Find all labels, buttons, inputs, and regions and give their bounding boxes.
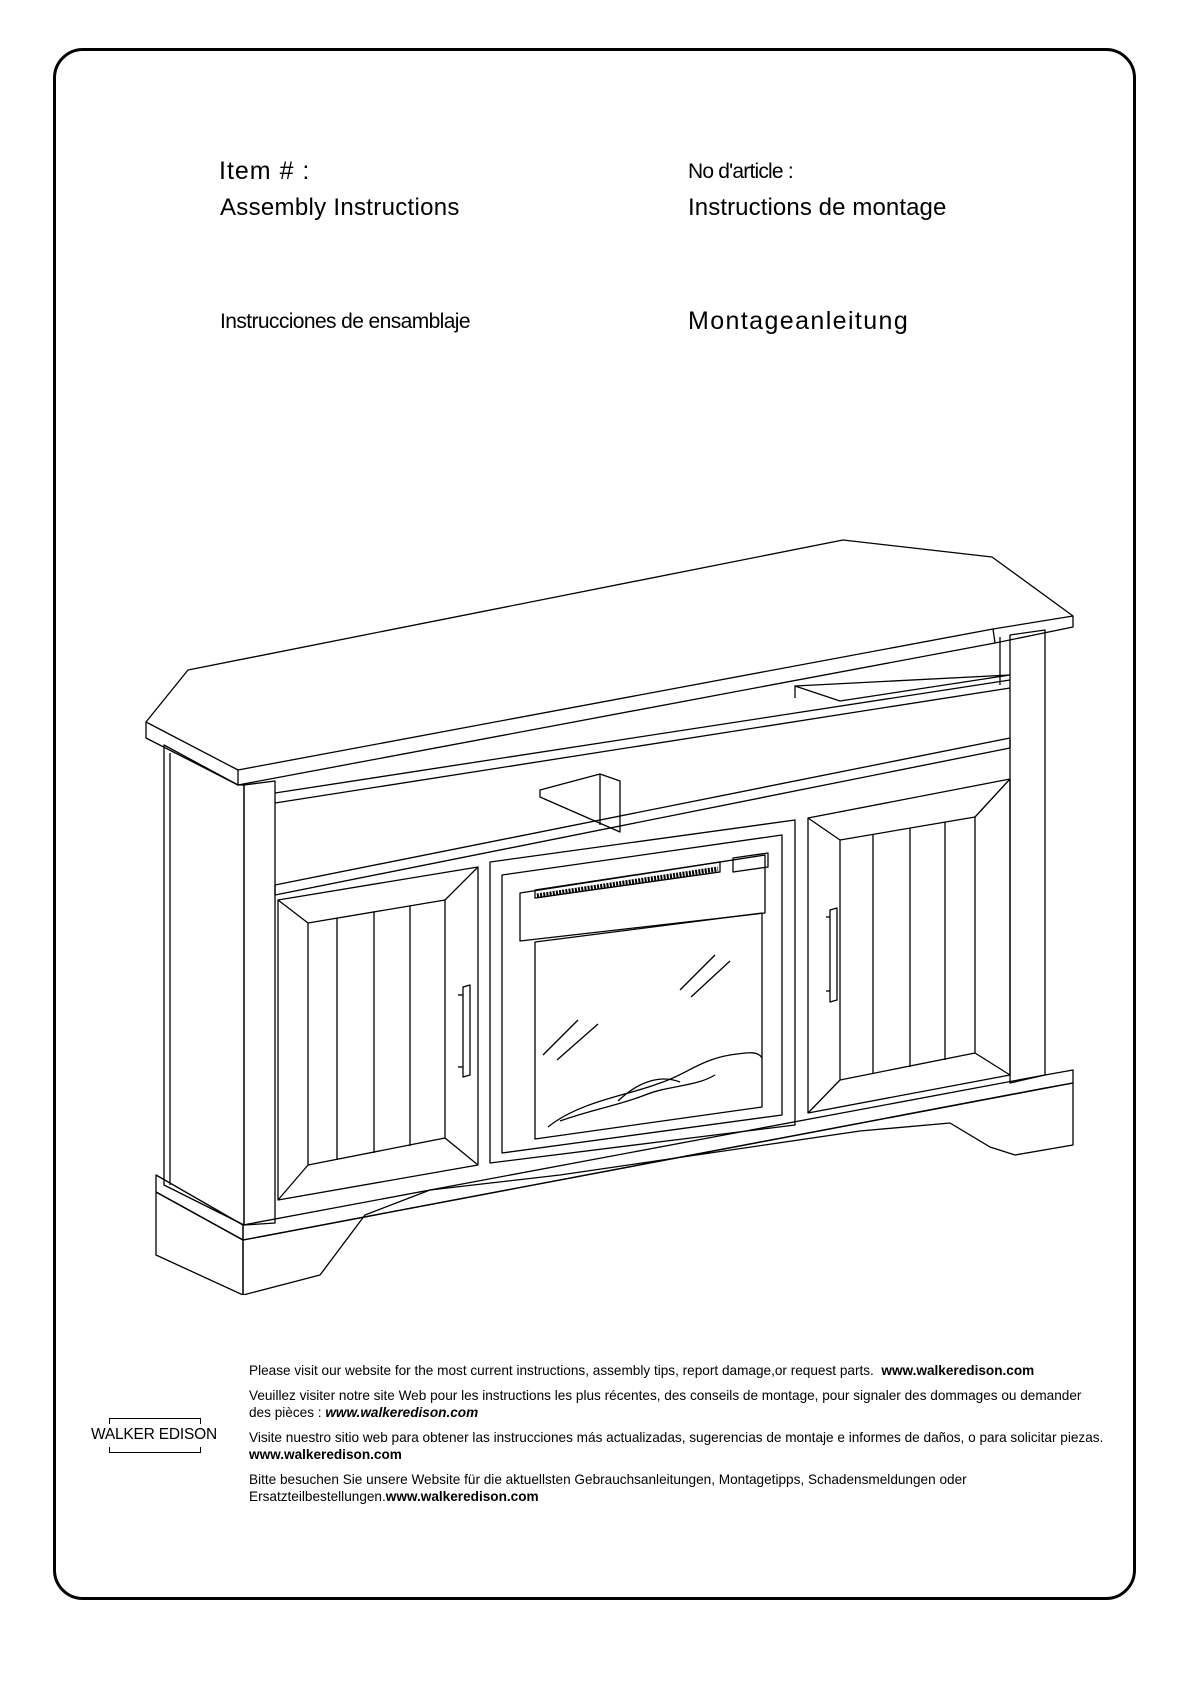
website-link-fr[interactable]: www.walkeredison.com: [325, 1405, 479, 1420]
left-side-panel: [164, 745, 275, 1225]
assembly-instructions-title-fr: Instructions de montage: [688, 194, 947, 221]
assembly-instructions-title-en: Assembly Instructions: [220, 194, 460, 221]
item-number-label-fr: No d'article :: [688, 160, 793, 183]
assembly-instructions-title-es: Instrucciones de ensamblaje: [220, 310, 470, 333]
website-link-es[interactable]: www.walkeredison.com: [249, 1447, 402, 1462]
footer-text-fr: Veuillez visiter notre site Web pour les instructions les plus récentes, des conseils de montage, pour signaler des dommages ou demander des pièces :: [249, 1388, 1082, 1420]
website-link-de[interactable]: www.walkeredison.com: [385, 1489, 539, 1504]
footer-notice: [249, 1362, 1107, 1513]
footer-paragraph-es: [249, 1429, 1107, 1463]
right-door: [808, 779, 1010, 1113]
top-surface: [146, 540, 1073, 785]
fireplace-insert: [490, 820, 795, 1163]
logo-bracket-top: [109, 1418, 201, 1424]
website-link-en[interactable]: www.walkeredison.com: [881, 1363, 1035, 1378]
footer-paragraph-en: [249, 1362, 1107, 1379]
item-number-label: Item # :: [219, 157, 311, 185]
footer-paragraph-fr: [249, 1387, 1107, 1421]
footer-text-en: Please visit our website for the most current instructions, assembly tips, report damage,or request parts.: [249, 1363, 874, 1378]
right-side-panel: [1000, 630, 1045, 1083]
left-door: [278, 867, 478, 1200]
assembly-instructions-title-de: Montageanleitung: [688, 307, 910, 335]
footer-text-es: Visite nuestro sitio web para obtener las instrucciones más actualizadas, sugerencias de montaje e informes de daños, o para solicitar piezas.: [249, 1430, 1104, 1445]
tv-stand-illustration: [140, 535, 1080, 1295]
footer-text-de: Bitte besuchen Sie unsere Website für die aktuellsten Gebrauchsanleitungen, Montagetipps, Schadensmeldungen oder Ersatzteilbestellungen.: [249, 1472, 967, 1504]
logo-text: WALKER EDISON: [90, 1426, 218, 1443]
walker-edison-logo: [84, 1416, 224, 1456]
footer-paragraph-de: [249, 1471, 1107, 1505]
logo-bracket-bottom: [109, 1447, 201, 1453]
